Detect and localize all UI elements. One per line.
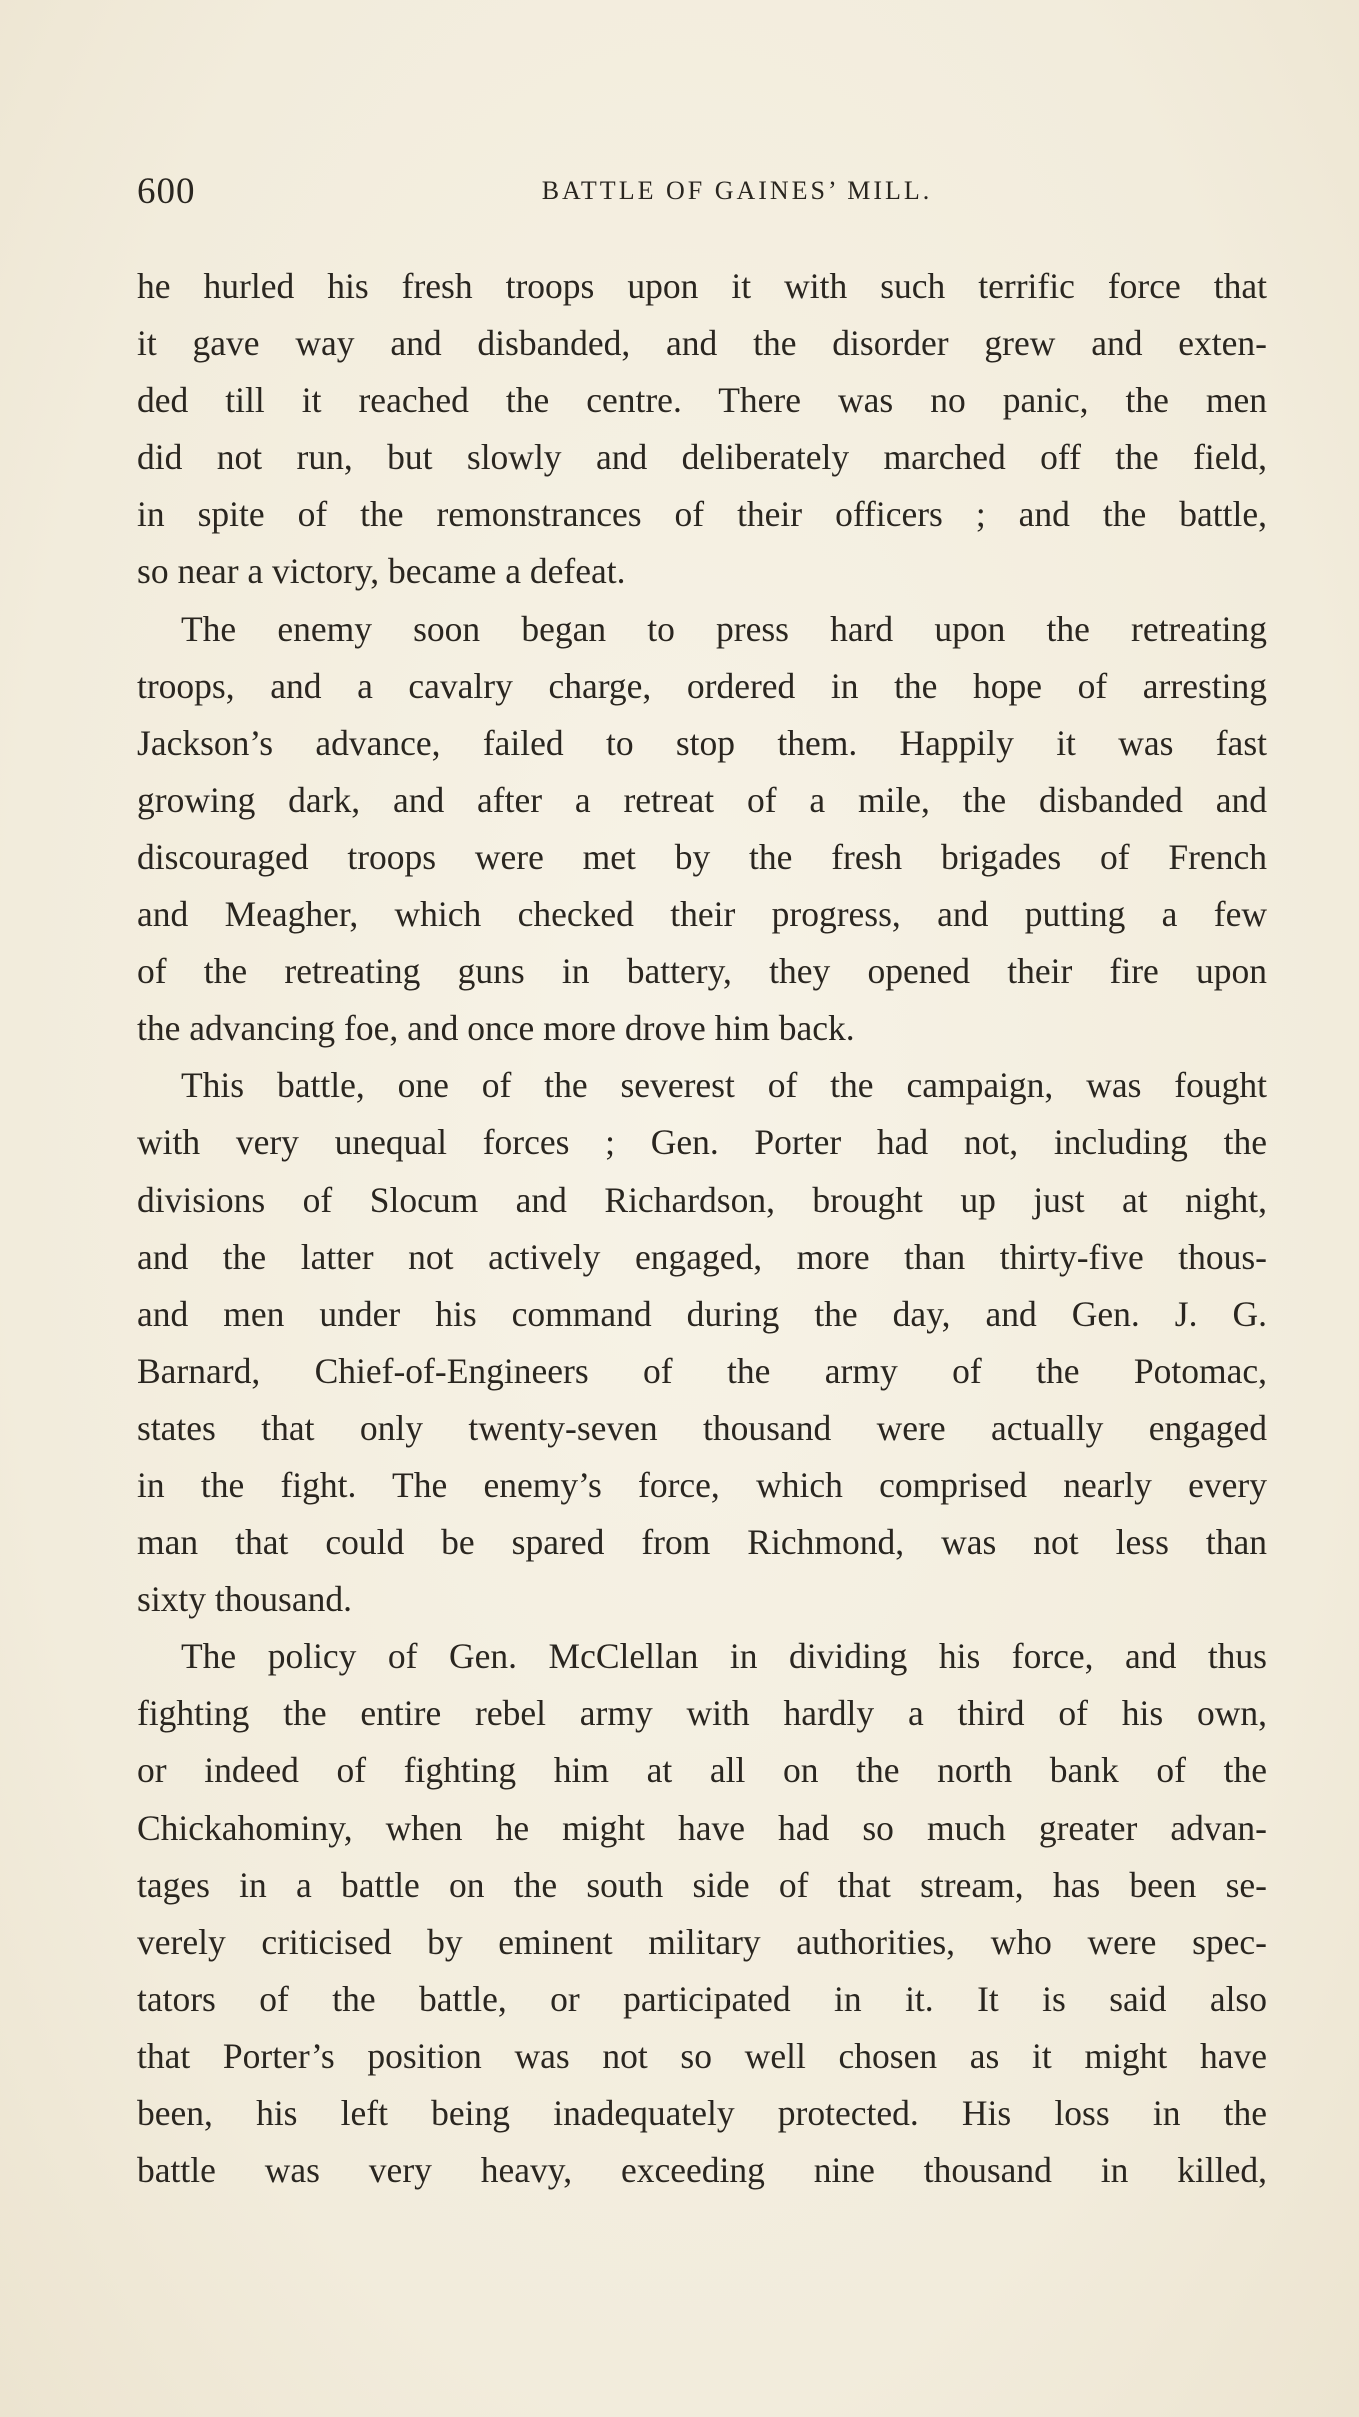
body-text xyxy=(137,258,1267,2199)
text-line: Jackson’s advance, failed to stop them. Happily it was fast xyxy=(137,722,1267,763)
text-line: troops, and a cavalry charge, ordered in the hope of arresting xyxy=(137,665,1267,706)
text-line: This battle, one of the severest of the campaign, was fought xyxy=(181,1065,1267,1106)
text-line: and the latter not actively engaged, more than thirty-five thous- xyxy=(137,1236,1267,1277)
text-line: the advancing foe, and once more drove him back. xyxy=(137,1008,855,1049)
text-line: Chickahominy, when he might have had so much greater advan- xyxy=(137,1807,1267,1848)
text-line: been, his left being inadequately protected. His loss in the xyxy=(137,2093,1267,2133)
running-head: BATTLE OF GAINES’ MILL. xyxy=(541,176,933,205)
text-line: tages in a battle on the south side of that stream, has been se- xyxy=(137,1864,1267,1905)
text-line: that Porter’s position was not so well chosen as it might have xyxy=(137,2035,1267,2076)
text-line: or indeed of fighting him at all on the north bank of the xyxy=(137,1750,1267,1791)
page-number: 600 xyxy=(137,171,196,212)
text-line: in the fight. The enemy’s force, which comprised nearly every xyxy=(137,1464,1267,1505)
text-line: The policy of Gen. McClellan in dividing his force, and thus xyxy=(181,1636,1267,1677)
text-line: The enemy soon began to press hard upon the retreating xyxy=(181,608,1267,649)
text-line: he hurled his fresh troops upon it with such terrific force that xyxy=(137,266,1267,306)
text-line: so near a victory, became a defeat. xyxy=(137,551,626,592)
text-line: Barnard, Chief-of-Engineers of the army of the Potomac, xyxy=(137,1350,1267,1391)
text-line: states that only twenty-seven thousand were actually engaged xyxy=(137,1407,1267,1448)
text-line: tators of the battle, or participated in it. It is said also xyxy=(137,1978,1267,2019)
text-line: discouraged troops were met by the fresh brigades of French xyxy=(137,836,1267,877)
text-line: with very unequal forces ; Gen. Porter had not, including the xyxy=(137,1122,1267,1163)
text-line: ded till it reached the centre. There was no panic, the men xyxy=(137,380,1267,421)
text-line: man that could be spared from Richmond, was not less than xyxy=(137,1522,1267,1563)
text-line: sixty thousand. xyxy=(137,1579,352,1620)
text-line: and men under his command during the day, and Gen. J. G. xyxy=(137,1293,1267,1334)
page-header xyxy=(137,170,1267,220)
text-line: of the retreating guns in battery, they opened their fire upon xyxy=(137,951,1267,992)
text-line: did not run, but slowly and deliberately marched off the field, xyxy=(137,437,1267,478)
text-line: it gave way and disbanded, and the disorder grew and exten- xyxy=(137,323,1267,364)
text-line: in spite of the remonstrances of their officers ; and the battle, xyxy=(137,494,1267,535)
text-line: divisions of Slocum and Richardson, brought up just at night, xyxy=(137,1179,1267,1220)
text-line: and Meagher, which checked their progress, and putting a few xyxy=(137,894,1267,935)
text-line: growing dark, and after a retreat of a mile, the disbanded and xyxy=(137,779,1267,820)
text-line: fighting the entire rebel army with hardly a third of his own, xyxy=(137,1693,1267,1734)
text-line: battle was very heavy, exceeding nine thousand in killed, xyxy=(137,2150,1267,2191)
text-line: verely criticised by eminent military authorities, who were spec- xyxy=(137,1921,1267,1962)
